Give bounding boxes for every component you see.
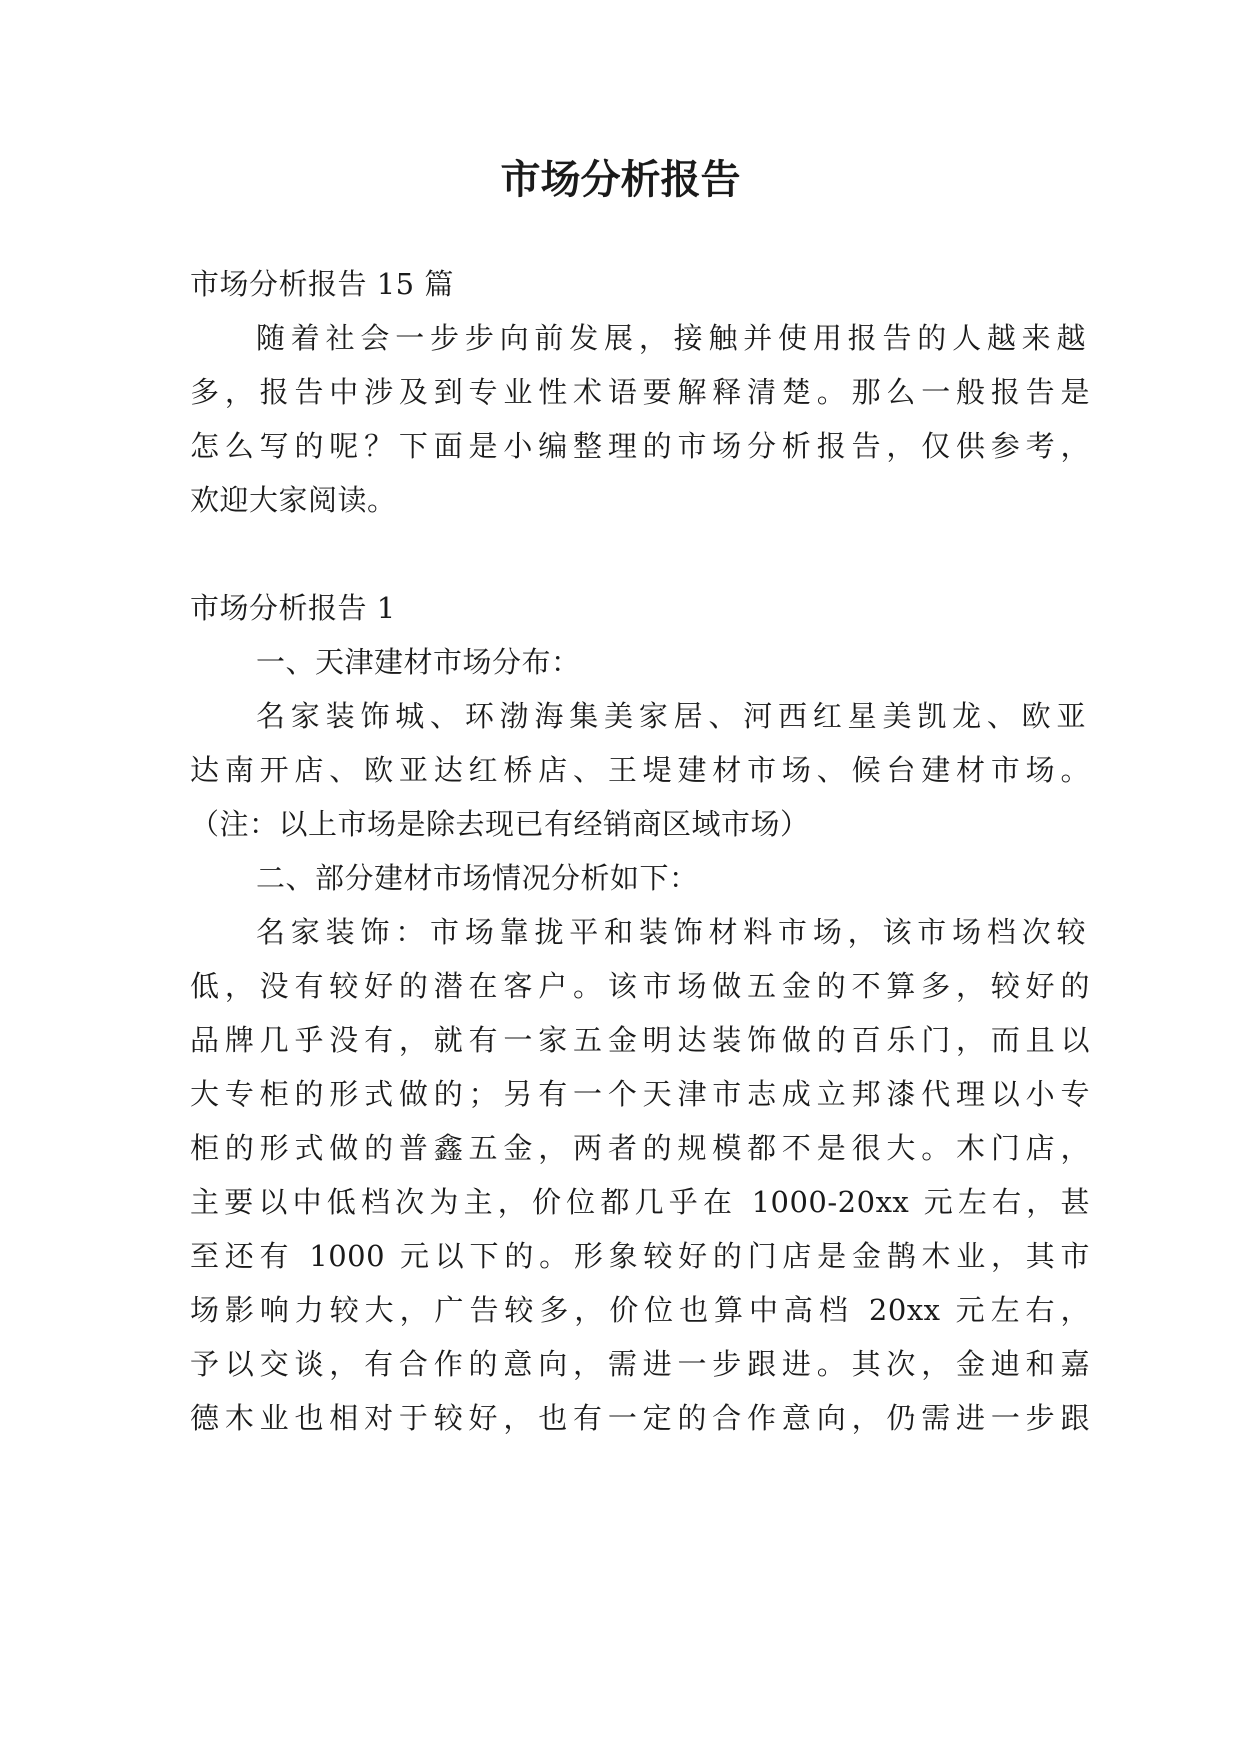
analysis-line-8: 场影响力较大，广告较多，价位也算中高档 20xx 元左右， [190,1293,1090,1327]
markets-line-1: 名家装饰城、环渤海集美家居、河西红星美凯龙、欧亚 [256,699,1086,733]
report-collection-heading: 市场分析报告 15 篇 [190,267,454,301]
subheading-market-analysis: 二、部分建材市场情况分析如下： [256,861,699,895]
intro-line-4: 欢迎大家阅读。 [190,483,397,517]
intro-line-3: 怎么写的呢？下面是小编整理的市场分析报告，仅供参考， [190,429,1090,463]
analysis-line-5: 柜的形式做的普鑫五金，两者的规模都不是很大。木门店， [190,1131,1090,1165]
analysis-line-6: 主要以中低档次为主，价位都几乎在 1000-20xx 元左右，甚 [190,1185,1090,1219]
markets-note: （注：以上市场是除去现已有经销商区域市场） [190,807,810,841]
section-heading: 市场分析报告 1 [190,591,396,625]
analysis-line-7: 至还有 1000 元以下的。形象较好的门店是金鹊木业，其市 [190,1239,1090,1273]
subheading-market-distribution: 一、天津建材市场分布： [256,645,581,679]
analysis-line-1: 名家装饰：市场靠拢平和装饰材料市场，该市场档次较 [256,915,1086,949]
intro-line-2: 多，报告中涉及到专业性术语要解释清楚。那么一般报告是 [190,375,1090,409]
document-title: 市场分析报告 [500,157,741,203]
analysis-line-3: 品牌几乎没有，就有一家五金明达装饰做的百乐门，而且以 [190,1023,1090,1057]
intro-line-1: 随着社会一步步向前发展，接触并使用报告的人越来越 [256,321,1086,355]
analysis-line-2: 低，没有较好的潜在客户。该市场做五金的不算多，较好的 [190,969,1090,1003]
analysis-line-4: 大专柜的形式做的；另有一个天津市志成立邦漆代理以小专 [190,1077,1090,1111]
analysis-line-10: 德木业也相对于较好，也有一定的合作意向，仍需进一步跟 [190,1401,1090,1435]
markets-line-2: 达南开店、欧亚达红桥店、王堤建材市场、候台建材市场。 [190,753,1090,787]
analysis-line-9: 予以交谈，有合作的意向，需进一步跟进。其次，金迪和嘉 [190,1347,1090,1381]
